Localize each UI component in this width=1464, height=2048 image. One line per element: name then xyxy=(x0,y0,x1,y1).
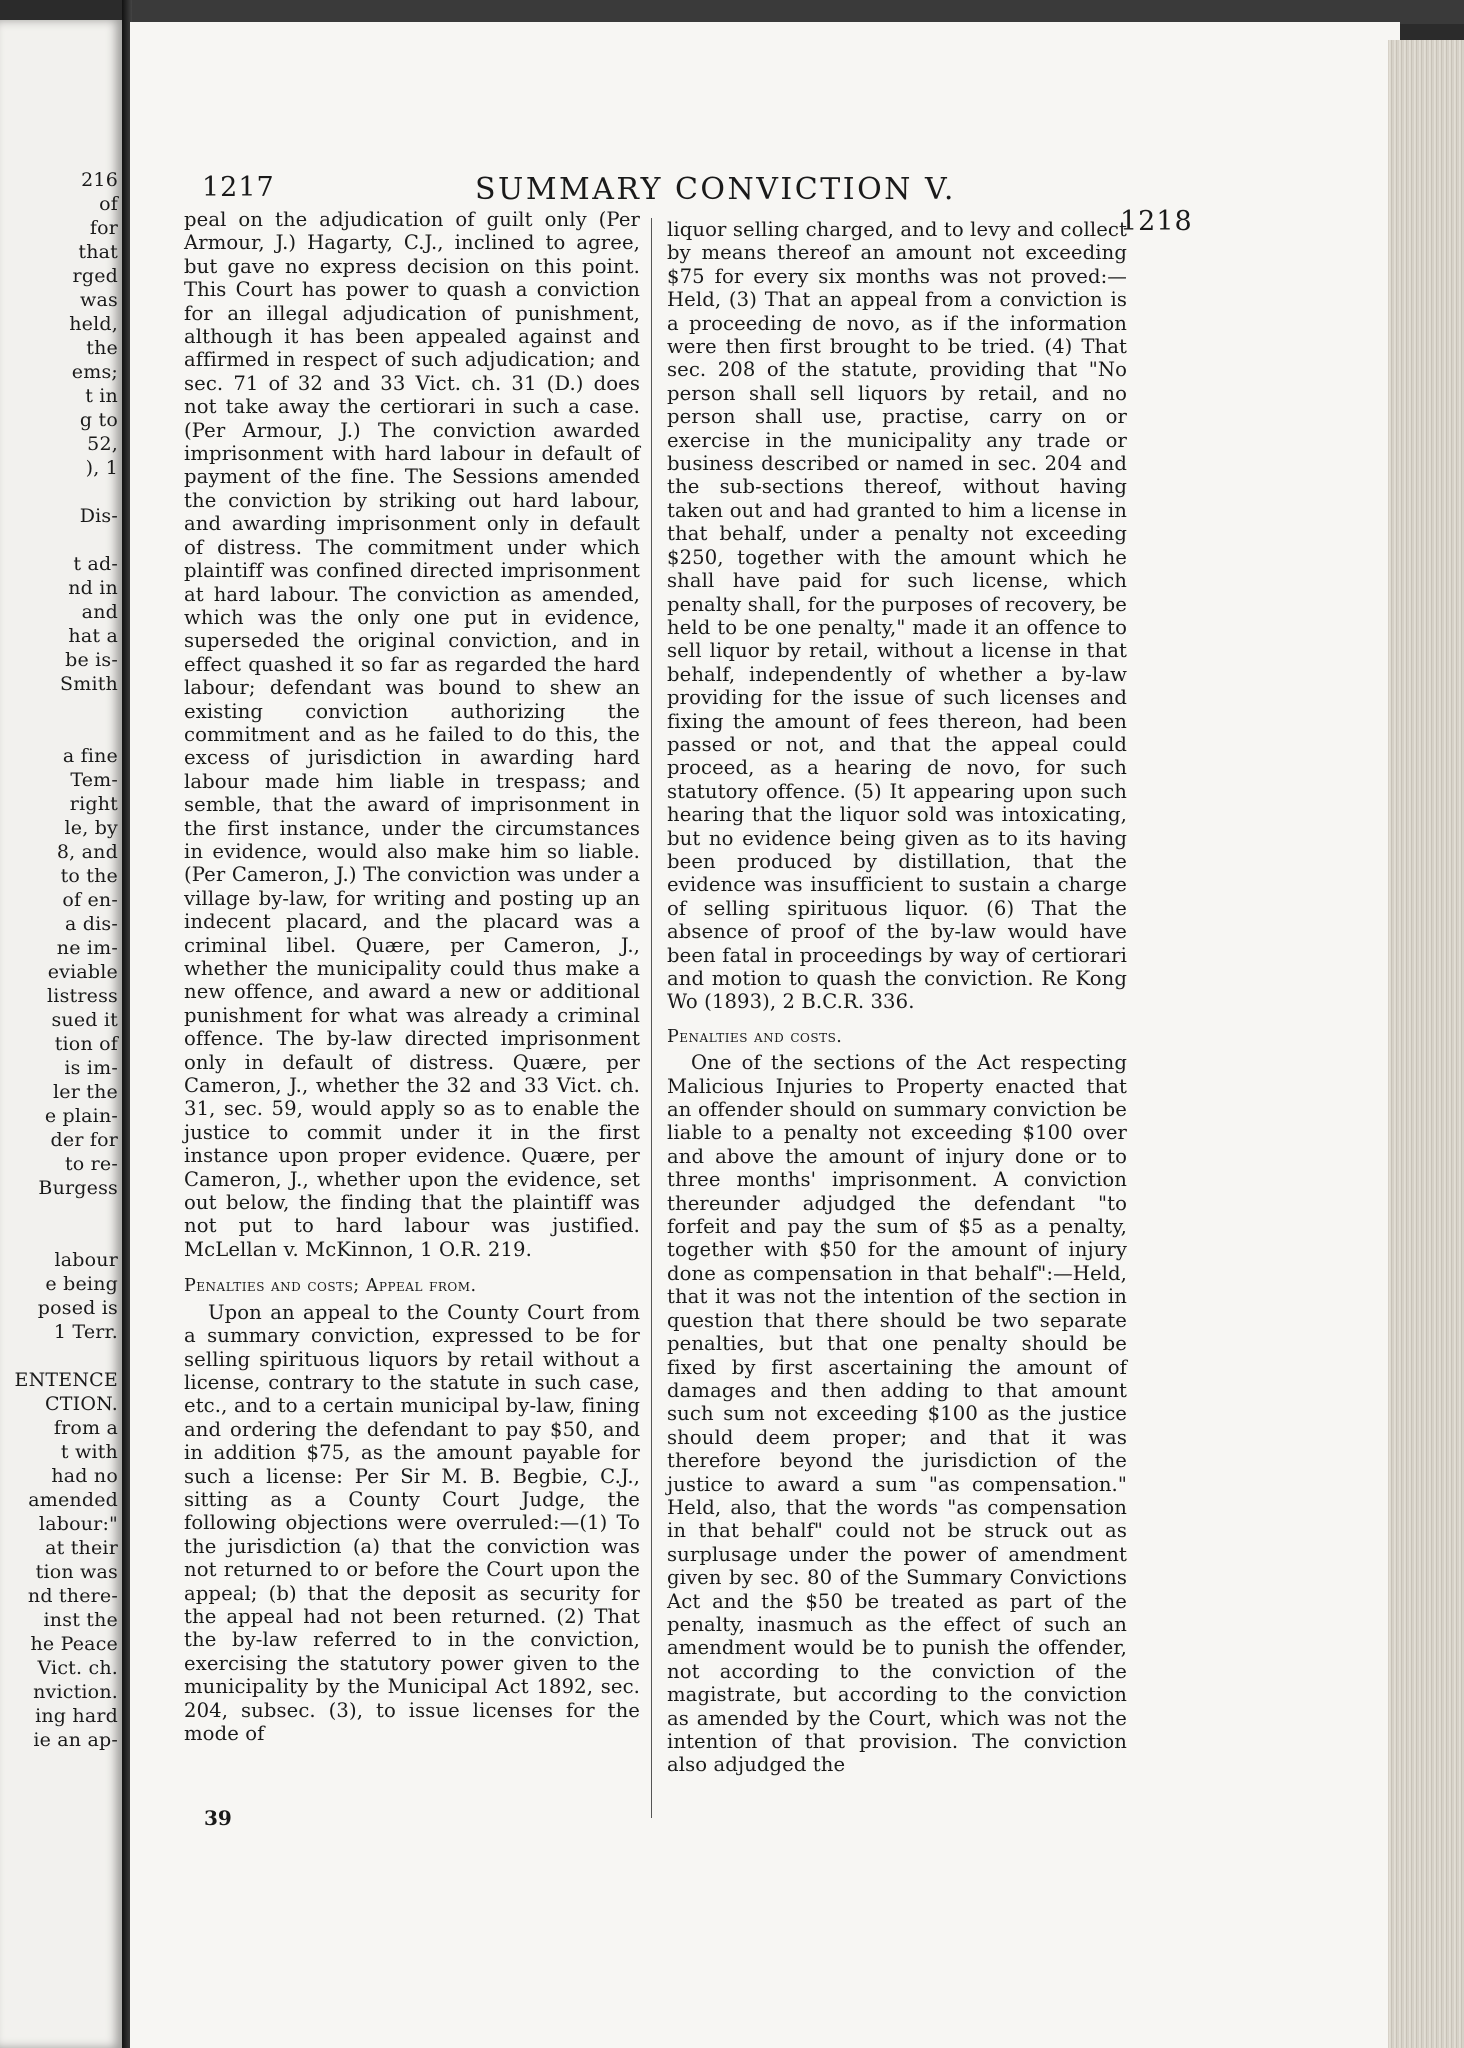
right-paragraph-1: liquor selling charged, and to levy and collect by means thereof an amount not exceeding $75 for every six months was not proved:—Held, (3) That an appeal from a conviction is a proceeding de novo, as if the information were then first brought to be tried. (4) That sec. 208 of the statute, providing that "No person shall sell liquors by retail, and no person shall use, practise, carry on or exercise in the municipality any trade or business described or named in sec. 204 and the sub-sections thereof, without having taken out and had granted to him a license in that behalf, under a penalty not exceeding $250, together with the amount which he shall have paid for such license, which penalty shall, for the purposes of recovery, be held to be one penalty," made it an offence to sell liquor by retail, without a license in that behalf, independently of whether a by-law providing for the issue of such licenses and fixing the amount of fees thereon, had been passed or not, and that the appeal could proceed, as a hearing de novo, for such statutory offence. (5) It appearing upon such hearing that the liquor sold was intoxicating, but no evidence being given as to its having been produced by distillation, that the evidence was insufficient to sustain a charge of selling spirituous liquor. (6) That the absence of proof of the by-law would have been fatal in proceedings by way of certiorari and motion to quash the conviction. Re Kong Wo (1893), 2 B.C.R. 336. xyxy=(667,218,1127,1014)
previous-page-line: amended xyxy=(28,1489,118,1511)
previous-page-line: held, xyxy=(69,313,118,335)
scan-top-background xyxy=(130,0,1464,24)
previous-page-line: hat a xyxy=(68,625,118,647)
book-page xyxy=(130,22,1400,2048)
previous-page-fragment xyxy=(0,20,122,2048)
previous-page-line: 8, and xyxy=(56,841,118,863)
previous-page-line: ler the xyxy=(53,1081,118,1103)
previous-page-line: to the xyxy=(60,865,118,887)
page-edge-stack xyxy=(1388,40,1464,2048)
page-number-right: 1218 xyxy=(1120,206,1193,237)
previous-page-line: posed is xyxy=(37,1297,118,1319)
column-divider xyxy=(651,218,652,1818)
previous-page-line: of xyxy=(99,193,118,215)
right-paragraph-2: One of the sections of the Act respecting Malicious Injuries to Property enacted that an offender should on summary conviction be liable to a penalty not exceeding $100 over and above the amount of injury done or to three months' imprisonment. A conviction thereunder adjudged the defendant "to forfeit and pay the sum of $5 as a penalty, together with $50 for the amount of injury done as compensation in that behalf":—Held, that it was not the intention of the section in question that there should be two separate penalties, but that one penalty should be fixed by first ascertaining the amount of damages and then adding to that amount such sum not exceeding $100 as the justice should deem proper; and that it was therefore beyond the jurisdiction of the justice to award a sum "as compensation." Held, also, that the words "as compensation in that behalf" could not be struck out as surplusage under the power of amendment given by sec. 80 of the Summary Convictions Act and the $50 be treated as part of the penalty, inasmuch as the effect of such an amendment would be to punish the offender, not according to the conviction of the magistrate, but according to the conviction as amended by the Court, which was not the intention of that provision. The conviction also adjudged the xyxy=(667,1051,1127,1777)
previous-page-line: 216 xyxy=(81,169,118,191)
previous-page-line: right xyxy=(69,793,118,815)
previous-page-line: he Peace xyxy=(30,1633,118,1655)
previous-page-line: 1 Terr. xyxy=(53,1321,118,1343)
signature-mark: 39 xyxy=(204,1806,232,1830)
previous-page-line: der for xyxy=(50,1129,118,1151)
previous-page-line: tion of xyxy=(54,1033,118,1055)
previous-page-line: nd in xyxy=(68,577,118,599)
previous-page-line: Burgess xyxy=(38,1177,118,1199)
previous-page-line: nd there- xyxy=(27,1585,118,1607)
previous-page-line: is im- xyxy=(64,1057,118,1079)
previous-page-line: a dis- xyxy=(65,913,118,935)
previous-page-line: and xyxy=(81,601,118,623)
previous-page-line: was xyxy=(80,289,118,311)
right-column xyxy=(667,218,1127,1777)
previous-page-line: labour xyxy=(54,1249,118,1271)
previous-page-line: from a xyxy=(53,1417,118,1439)
previous-page-line: CTION. xyxy=(45,1393,118,1415)
previous-page-line: ie an ap- xyxy=(33,1729,118,1751)
previous-page-line: e plain- xyxy=(44,1105,118,1127)
previous-page-line: had no xyxy=(51,1465,118,1487)
previous-page-line: tion was xyxy=(35,1561,118,1583)
right-section-heading: Penalties and costs. xyxy=(667,1026,843,1047)
previous-page-line: Vict. ch. xyxy=(37,1657,118,1679)
previous-page-line: g to xyxy=(79,409,118,431)
running-title: SUMMARY CONVICTION V. xyxy=(475,172,956,207)
previous-page-line: ), 1 xyxy=(85,457,118,479)
previous-page-line: that xyxy=(78,241,118,263)
previous-page-line: ems; xyxy=(71,361,118,383)
previous-page-line: le, by xyxy=(64,817,118,839)
previous-page-line: the xyxy=(86,337,118,359)
previous-page-line: Tem- xyxy=(70,769,118,791)
previous-page-line: of en- xyxy=(62,889,118,911)
previous-page-line: 52, xyxy=(87,433,118,455)
previous-page-line: t ad- xyxy=(73,553,118,575)
page-number-left: 1217 xyxy=(202,172,275,203)
previous-page-line: be is- xyxy=(65,649,118,671)
previous-page-line: for xyxy=(89,217,118,239)
previous-page-line: at their xyxy=(45,1537,118,1559)
left-column xyxy=(184,208,640,1745)
previous-page-line: a fine xyxy=(62,745,118,767)
left-section-heading: Penalties and costs; Appeal from. xyxy=(184,1276,477,1297)
previous-page-line: Smith xyxy=(60,673,118,695)
previous-page-line: t with xyxy=(60,1441,118,1463)
previous-page-line: ing hard xyxy=(35,1705,118,1727)
previous-page-line: e being xyxy=(45,1273,118,1295)
left-paragraph-2: Upon an appeal to the County Court from a summary conviction, expressed to be for selling spirituous liquors by retail without a license, contrary to the statute in such case, etc., and to a certain municipal by-law, fining and ordering the defendant to pay $50, and in addition $75, as the amount payable for such a license: Per Sir M. B. Begbie, C.J., sitting as a County Court Judge, the following objections were overruled:—(1) To the jurisdiction (a) that the conviction was not returned to or before the Court upon the appeal; (b) that the deposit as security for the appeal had not been returned. (2) That the by-law referred to in the conviction, exercising the statutory power given to the municipality by the Municipal Act 1892, sec. 204, subsec. (3), to issue licenses for the mode of xyxy=(184,1300,640,1745)
previous-page-line: listress xyxy=(47,985,118,1007)
previous-page-line: to re- xyxy=(64,1153,118,1175)
previous-page-line: labour:" xyxy=(38,1513,118,1535)
previous-page-line: eviable xyxy=(47,961,118,983)
previous-page-line: ENTENCE xyxy=(14,1369,118,1391)
previous-page-line: inst the xyxy=(43,1609,118,1631)
left-paragraph-1: peal on the adjudication of guilt only (Per Armour, J.) Hagarty, C.J., inclined to agree, but gave no express decision on this point. This Court has power to quash a conviction for an illegal adjudication of punishment, although it has been appealed against and affirmed in respect of such adjudication; and sec. 71 of 32 and 33 Vict. ch. 31 (D.) does not take away the certiorari in such a case. (Per Armour, J.) The conviction awarded imprisonment with hard labour in default of payment of the fine. The Sessions amended the conviction by striking out hard labour, and awarding imprisonment only in default of distress. The commitment under which plaintiff was confined directed imprisonment at hard labour. The conviction as amended, which was the only one put in evidence, superseded the original conviction, and in effect quashed it so far as regarded the hard labour; defendant was bound to shew an existing conviction authorizing the commitment and as he failed to do this, the excess of jurisdiction in awarding hard labour made him liable in trespass; and semble, that the award of imprisonment in the first instance, under the circumstances in evidence, would also make him so liable. (Per Cameron, J.) The conviction was under a village by-law, for writing and posting up an indecent placard, and the placard was a criminal libel. Quære, per Cameron, J., whether the municipality could thus make a new offence, and award a new or additional punishment for what was already a criminal offence. The by-law directed imprisonment only in default of distress. Quære, per Cameron, J., whether the 32 and 33 Vict. ch. 31, sec. 59, would apply so as to enable the justice to commit under it in the first instance upon proper evidence. Quære, per Cameron, J., whether upon the evidence, set out below, the finding that the plaintiff was not put to hard labour was justified. McLellan v. McKinnon, 1 O.R. 219. xyxy=(184,208,640,1261)
previous-page-line: ne im- xyxy=(56,937,118,959)
previous-page-line: rged xyxy=(72,265,118,287)
previous-page-line: nviction. xyxy=(33,1681,118,1703)
previous-page-line: sued it xyxy=(51,1009,118,1031)
previous-page-line: Dis- xyxy=(79,505,118,527)
previous-page-line: t in xyxy=(85,385,118,407)
